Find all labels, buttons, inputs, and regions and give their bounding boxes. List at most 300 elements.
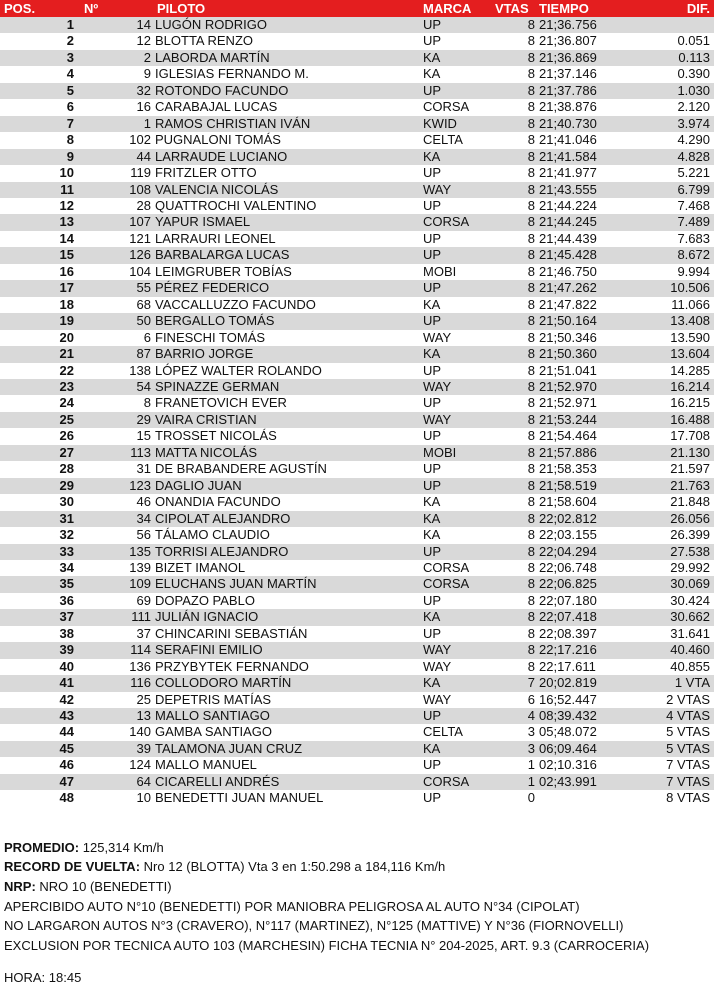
table-row xyxy=(0,757,714,773)
row-tiempo: 21;46.750 xyxy=(539,263,597,279)
row-pos: 5 xyxy=(66,82,74,98)
table-row xyxy=(0,66,714,82)
table-row xyxy=(0,50,714,66)
row-marca: KA xyxy=(423,66,441,82)
row-tiempo: 21;40.730 xyxy=(539,115,597,131)
row-tiempo: 22;06.825 xyxy=(539,576,597,592)
row-tiempo: 21;53.244 xyxy=(539,411,597,427)
row-pos: 6 xyxy=(66,99,74,115)
row-pos: 46 xyxy=(59,757,74,773)
row-pos: 35 xyxy=(59,576,74,592)
row-vtas: 8 xyxy=(527,625,535,641)
row-vtas: 1 xyxy=(527,757,535,773)
row-marca: UP xyxy=(423,790,442,806)
row-num: 29 xyxy=(136,411,151,427)
row-num: 119 xyxy=(130,165,151,181)
row-marca: KA xyxy=(423,49,441,65)
table-row xyxy=(0,741,714,757)
row-num: 135 xyxy=(129,543,151,559)
header-vtas: VTAS xyxy=(495,1,529,16)
row-marca: WAY xyxy=(423,642,452,658)
row-pos: 23 xyxy=(59,378,74,394)
results-body xyxy=(0,17,714,807)
row-num: 68 xyxy=(136,296,151,312)
row-piloto: FRITZLER OTTO xyxy=(155,165,257,181)
row-marca: UP xyxy=(423,33,442,49)
row-dif: 26.399 xyxy=(670,527,710,543)
row-tiempo: 21;50.360 xyxy=(539,346,597,362)
row-num: 14 xyxy=(136,17,151,32)
row-pos: 34 xyxy=(59,559,74,575)
row-marca: KA xyxy=(423,510,441,526)
row-tiempo: 21;44.245 xyxy=(539,214,597,230)
row-pos: 13 xyxy=(59,214,74,230)
row-pos: 2 xyxy=(66,33,74,49)
row-tiempo: 22;07.418 xyxy=(539,609,597,625)
row-marca: KA xyxy=(423,527,441,543)
row-dif: 40.460 xyxy=(670,642,710,658)
row-marca: UP xyxy=(423,543,442,559)
row-tiempo xyxy=(535,790,634,806)
header-tiempo: TIEMPO xyxy=(539,1,589,16)
row-piloto: MALLO MANUEL xyxy=(155,757,257,773)
row-num: 31 xyxy=(136,461,151,477)
row-num: 6 xyxy=(143,329,151,345)
row-num: 10 xyxy=(136,790,151,806)
row-tiempo: 06;09.464 xyxy=(539,740,597,756)
table-row xyxy=(0,544,714,560)
row-vtas: 8 xyxy=(527,527,535,543)
row-pos: 16 xyxy=(59,263,74,279)
row-piloto: FINESCHI TOMÁS xyxy=(155,329,266,345)
row-dif xyxy=(634,17,714,33)
row-tiempo: 21;44.439 xyxy=(539,230,597,246)
row-piloto: LEIMGRUBER TOBÍAS xyxy=(155,263,292,279)
row-vtas: 8 xyxy=(527,411,535,427)
row-vtas: 8 xyxy=(527,313,535,329)
row-tiempo: 22;07.180 xyxy=(539,592,597,608)
row-num: 69 xyxy=(136,592,151,608)
row-vtas: 8 xyxy=(527,181,535,197)
row-dif: 1.030 xyxy=(677,82,710,98)
table-row xyxy=(0,182,714,198)
record-value: Nro 12 (BLOTTA) Vta 3 en 1:50.298 a 184,116 Km/h xyxy=(143,859,446,875)
table-row xyxy=(0,379,714,395)
row-pos: 9 xyxy=(66,148,74,164)
table-row xyxy=(0,395,714,411)
table-row xyxy=(0,445,714,461)
header-num: Nº xyxy=(84,1,99,16)
row-dif: 16.488 xyxy=(670,411,710,427)
row-marca: UP xyxy=(423,362,442,378)
row-vtas: 8 xyxy=(527,296,535,312)
row-num: 107 xyxy=(129,214,151,230)
table-row xyxy=(0,363,714,379)
row-dif: 7.489 xyxy=(677,214,710,230)
row-num: 114 xyxy=(130,642,151,658)
row-marca: UP xyxy=(423,757,442,773)
row-num: 34 xyxy=(136,510,151,526)
header-piloto: PILOTO xyxy=(157,1,206,16)
row-tiempo: 02;10.316 xyxy=(539,757,597,773)
row-pos: 21 xyxy=(59,346,74,362)
row-num: 39 xyxy=(136,740,151,756)
row-marca: UP xyxy=(423,592,442,608)
row-num: 138 xyxy=(129,362,151,378)
row-pos: 37 xyxy=(59,609,74,625)
row-dif: 21.763 xyxy=(670,477,710,493)
table-row xyxy=(0,511,714,527)
row-pos: 36 xyxy=(59,592,74,608)
nrp-value: NRO 10 (BENEDETTI) xyxy=(39,878,172,894)
row-marca: UP xyxy=(423,197,442,213)
row-marca: CORSA xyxy=(423,214,470,230)
table-row xyxy=(0,527,714,543)
row-vtas: 8 xyxy=(527,17,535,32)
row-dif: 8 VTAS xyxy=(666,790,710,806)
no-largaron-line: NO LARGARON AUTOS N°3 (CRAVERO), N°117 (MARTINEZ), N°125 (MATTIVE) Y N°36 (FIORNOVELLI) xyxy=(4,918,624,934)
row-num: 12 xyxy=(136,33,151,49)
row-marca: WAY xyxy=(423,329,452,345)
table-row xyxy=(0,626,714,642)
row-dif: 10.506 xyxy=(670,280,710,296)
row-marca: CORSA xyxy=(423,773,470,789)
nrp-line xyxy=(4,877,688,897)
row-pos: 32 xyxy=(59,527,74,543)
row-vtas: 8 xyxy=(527,165,535,181)
row-pos: 29 xyxy=(59,477,74,493)
row-marca: WAY xyxy=(423,691,452,707)
row-num: 140 xyxy=(129,724,151,740)
row-tiempo: 21;58.604 xyxy=(539,494,597,510)
row-dif: 3.974 xyxy=(677,115,710,131)
row-marca: UP xyxy=(423,313,442,329)
row-piloto: ROTONDO FACUNDO xyxy=(155,82,289,98)
row-piloto: LARRAUDE LUCIANO xyxy=(155,148,288,164)
row-piloto: LARRAURI LEONEL xyxy=(155,230,276,246)
row-tiempo: 22;06.748 xyxy=(539,559,597,575)
table-row xyxy=(0,790,714,806)
row-dif: 21.597 xyxy=(670,461,710,477)
row-piloto: TÁLAMO CLAUDIO xyxy=(155,527,270,543)
row-tiempo: 22;02.812 xyxy=(539,510,597,526)
row-marca: CORSA xyxy=(423,99,470,115)
row-pos: 18 xyxy=(59,296,74,312)
row-dif: 4 VTAS xyxy=(666,708,710,724)
row-piloto: LABORDA MARTÍN xyxy=(155,49,270,65)
row-pos: 26 xyxy=(59,428,74,444)
row-marca: KA xyxy=(423,494,441,510)
row-pos: 17 xyxy=(59,280,74,296)
row-marca: UP xyxy=(423,395,442,411)
table-row xyxy=(0,428,714,444)
row-vtas: 8 xyxy=(527,576,535,592)
row-pos: 45 xyxy=(59,740,74,756)
row-dif: 30.069 xyxy=(670,576,710,592)
row-dif: 13.604 xyxy=(670,346,710,362)
row-vtas: 3 xyxy=(527,724,535,740)
row-marca: KA xyxy=(423,346,441,362)
row-dif: 2.120 xyxy=(677,99,710,115)
row-marca: CORSA xyxy=(423,559,470,575)
row-dif: 17.708 xyxy=(670,428,710,444)
row-num: 102 xyxy=(129,132,151,148)
promedio-line xyxy=(4,838,688,858)
row-dif: 7 VTAS xyxy=(666,757,710,773)
row-piloto: FRANETOVICH EVER xyxy=(155,395,287,411)
row-vtas: 8 xyxy=(527,428,535,444)
table-row xyxy=(0,708,714,724)
row-tiempo: 21;41.977 xyxy=(539,165,597,181)
row-tiempo: 22;03.155 xyxy=(539,527,597,543)
row-tiempo: 21;36.869 xyxy=(539,49,597,65)
row-vtas: 8 xyxy=(527,559,535,575)
row-vtas: 1 xyxy=(527,773,535,789)
row-marca: UP xyxy=(423,625,442,641)
row-dif: 7 VTAS xyxy=(666,773,710,789)
row-marca: UP xyxy=(423,230,442,246)
row-dif: 30.662 xyxy=(670,609,710,625)
row-piloto: JULIÁN IGNACIO xyxy=(155,609,259,625)
row-dif: 26.056 xyxy=(670,510,710,526)
row-num: 104 xyxy=(129,263,151,279)
row-tiempo: 20;02.819 xyxy=(539,675,597,691)
row-vtas: 8 xyxy=(527,230,535,246)
row-marca: UP xyxy=(423,428,442,444)
table-row xyxy=(0,116,714,132)
row-pos: 48 xyxy=(59,790,74,806)
row-pos: 28 xyxy=(59,461,74,477)
table-row xyxy=(0,165,714,181)
row-vtas: 8 xyxy=(527,510,535,526)
row-pos: 31 xyxy=(59,510,74,526)
row-piloto: MATTA NICOLÁS xyxy=(155,444,258,460)
row-piloto: PÉREZ FEDERICO xyxy=(155,280,270,296)
row-vtas: 8 xyxy=(527,543,535,559)
row-pos: 12 xyxy=(59,197,74,213)
row-num: 111 xyxy=(131,609,151,625)
row-vtas: 8 xyxy=(527,33,535,49)
hora-line: HORA: 18:45 xyxy=(4,970,82,985)
row-num: 25 xyxy=(136,691,151,707)
row-dif: 4.290 xyxy=(677,132,710,148)
row-marca: KA xyxy=(423,148,441,164)
row-dif: 2 VTAS xyxy=(666,691,710,707)
row-num: 123 xyxy=(129,477,151,493)
row-tiempo: 22;04.294 xyxy=(539,543,597,559)
row-tiempo: 21;37.146 xyxy=(539,66,597,82)
row-vtas: 8 xyxy=(527,214,535,230)
row-piloto: ONANDIA FACUNDO xyxy=(155,494,281,510)
row-num: 136 xyxy=(129,658,151,674)
row-marca: UP xyxy=(423,82,442,98)
row-num: 13 xyxy=(136,708,151,724)
table-row xyxy=(0,264,714,280)
row-piloto: BERGALLO TOMÁS xyxy=(155,313,275,329)
row-pos: 14 xyxy=(59,230,74,246)
table-row xyxy=(0,214,714,230)
row-marca: KA xyxy=(423,740,441,756)
header-dif: DIF. xyxy=(686,1,710,16)
row-tiempo: 21;43.555 xyxy=(539,181,597,197)
row-dif: 0.390 xyxy=(677,66,710,82)
row-tiempo: 21;58.519 xyxy=(539,477,597,493)
row-num: 56 xyxy=(136,527,151,543)
row-num: 8 xyxy=(143,395,151,411)
row-piloto: VALENCIA NICOLÁS xyxy=(155,181,279,197)
table-row xyxy=(0,675,714,691)
row-tiempo: 16;52.447 xyxy=(539,691,597,707)
row-pos: 30 xyxy=(59,494,74,510)
row-dif: 0.051 xyxy=(677,33,710,49)
table-row xyxy=(0,642,714,658)
row-dif: 16.214 xyxy=(670,378,710,394)
row-pos: 25 xyxy=(59,411,74,427)
row-tiempo: 21;50.346 xyxy=(539,329,597,345)
row-dif: 4.828 xyxy=(677,148,710,164)
row-num: 109 xyxy=(129,576,151,592)
table-row xyxy=(0,297,714,313)
table-row xyxy=(0,280,714,296)
row-pos: 7 xyxy=(66,115,74,131)
table-row xyxy=(0,33,714,49)
row-piloto: MALLO SANTIAGO xyxy=(155,708,270,724)
row-dif: 11.066 xyxy=(671,296,710,312)
row-pos: 42 xyxy=(59,691,74,707)
row-dif: 29.992 xyxy=(670,559,710,575)
row-num: 124 xyxy=(129,757,151,773)
row-piloto: CHINCARINI SEBASTIÁN xyxy=(155,625,308,641)
row-num: 37 xyxy=(136,625,151,641)
row-marca: CELTA xyxy=(423,132,463,148)
row-num: 126 xyxy=(129,247,151,263)
row-vtas: 8 xyxy=(527,609,535,625)
promedio-value: 125,314 Km/h xyxy=(82,839,164,855)
row-num: 9 xyxy=(143,66,151,82)
row-tiempo: 08;39.432 xyxy=(539,708,597,724)
row-vtas: 7 xyxy=(527,675,535,691)
row-dif: 21.848 xyxy=(670,494,710,510)
row-tiempo: 21;36.756 xyxy=(539,17,597,32)
row-tiempo: 21;36.807 xyxy=(539,33,597,49)
row-num: 108 xyxy=(129,181,151,197)
table-row xyxy=(0,83,714,99)
table-row xyxy=(0,659,714,675)
row-vtas: 0 xyxy=(527,790,535,806)
row-vtas: 8 xyxy=(527,346,535,362)
row-pos: 27 xyxy=(59,444,74,460)
row-vtas: 8 xyxy=(527,132,535,148)
row-dif: 13.408 xyxy=(670,313,710,329)
row-piloto: LÓPEZ WALTER ROLANDO xyxy=(155,362,322,378)
row-piloto: DEPETRIS MATÍAS xyxy=(155,691,272,707)
row-vtas: 4 xyxy=(527,708,535,724)
row-pos: 43 xyxy=(59,708,74,724)
row-dif: 6.799 xyxy=(677,181,710,197)
row-pos: 10 xyxy=(59,165,74,181)
row-marca: MOBI xyxy=(423,263,457,279)
row-pos: 20 xyxy=(59,329,74,345)
row-piloto: SERAFINI EMILIO xyxy=(155,642,263,658)
row-dif: 40.855 xyxy=(670,658,710,674)
row-vtas: 8 xyxy=(527,197,535,213)
row-marca: WAY xyxy=(423,181,452,197)
row-num: 64 xyxy=(136,773,151,789)
row-num: 16 xyxy=(136,99,151,115)
row-piloto: BIZET IMANOL xyxy=(155,559,246,575)
row-piloto: CICARELLI ANDRÉS xyxy=(155,773,280,789)
row-piloto: TALAMONA JUAN CRUZ xyxy=(155,740,303,756)
table-row xyxy=(0,478,714,494)
row-dif: 7.468 xyxy=(677,197,710,213)
apercibido-line: APERCIBIDO AUTO N°10 (BENEDETTI) POR MANIOBRA PELIGROSA AL AUTO N°34 (CIPOLAT) xyxy=(4,898,580,914)
table-row xyxy=(0,724,714,740)
row-num: 15 xyxy=(136,428,151,444)
promedio-label: PROMEDIO: xyxy=(4,839,80,855)
row-vtas: 8 xyxy=(527,461,535,477)
row-vtas: 8 xyxy=(527,82,535,98)
row-pos: 19 xyxy=(59,313,74,329)
row-piloto: TROSSET NICOLÁS xyxy=(155,428,277,444)
row-marca: CORSA xyxy=(423,576,470,592)
row-marca: UP xyxy=(423,247,442,263)
row-dif: 5 VTAS xyxy=(666,740,710,756)
row-marca: UP xyxy=(423,17,442,32)
table-row xyxy=(0,412,714,428)
table-row xyxy=(0,132,714,148)
row-pos: 33 xyxy=(59,543,74,559)
row-vtas: 8 xyxy=(527,658,535,674)
row-vtas: 8 xyxy=(527,362,535,378)
row-marca: KA xyxy=(423,296,441,312)
row-piloto: RAMOS CHRISTIAN IVÁN xyxy=(155,115,311,131)
row-piloto: CIPOLAT ALEJANDRO xyxy=(155,510,291,526)
row-vtas: 8 xyxy=(527,115,535,131)
row-dif: 0.113 xyxy=(678,49,710,65)
table-row xyxy=(0,313,714,329)
row-piloto: VAIRA CRISTIAN xyxy=(155,411,257,427)
row-pos: 39 xyxy=(59,642,74,658)
table-row xyxy=(0,231,714,247)
header-pos: POS. xyxy=(4,1,36,16)
row-dif: 27.538 xyxy=(670,543,710,559)
row-num: 113 xyxy=(130,444,151,460)
row-num: 44 xyxy=(136,148,151,164)
table-row xyxy=(0,593,714,609)
row-num: 2 xyxy=(143,49,151,65)
row-piloto: BLOTTA RENZO xyxy=(155,33,253,49)
row-vtas: 6 xyxy=(527,691,535,707)
row-num: 116 xyxy=(130,675,151,691)
row-dif: 16.215 xyxy=(670,395,710,411)
row-dif: 13.590 xyxy=(670,329,710,345)
row-piloto: COLLODORO MARTÍN xyxy=(155,675,292,691)
row-tiempo: 22;08.397 xyxy=(539,625,597,641)
row-piloto: BENEDETTI JUAN MANUEL xyxy=(155,790,324,806)
row-dif: 21.130 xyxy=(670,444,710,460)
row-piloto: VACCALLUZZO FACUNDO xyxy=(155,296,316,312)
row-num: 54 xyxy=(136,378,151,394)
row-marca: KWID xyxy=(423,115,457,131)
row-tiempo: 22;17.216 xyxy=(539,642,597,658)
row-vtas: 8 xyxy=(527,395,535,411)
row-marca: WAY xyxy=(423,658,452,674)
table-row xyxy=(0,461,714,477)
table-row xyxy=(0,609,714,625)
row-marca: WAY xyxy=(423,378,452,394)
row-pos: 44 xyxy=(59,724,74,740)
row-piloto: DE BRABANDERE AGUSTÍN xyxy=(155,461,327,477)
